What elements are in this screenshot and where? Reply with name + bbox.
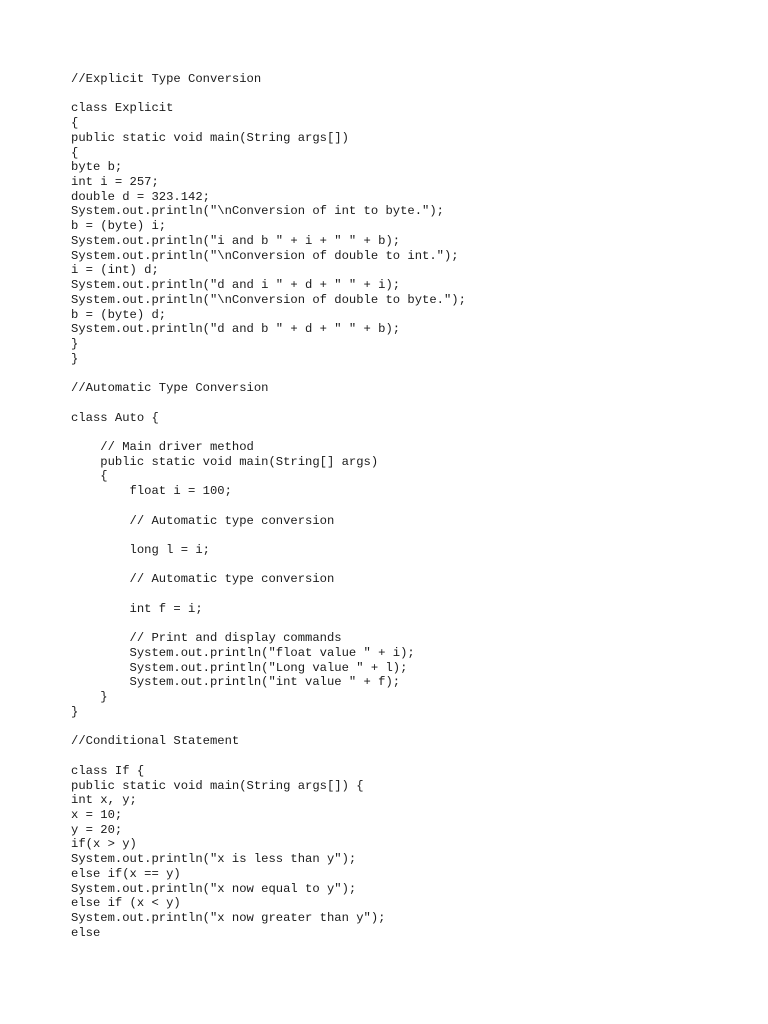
- code-line: }: [71, 336, 79, 351]
- code-line: System.out.println("x is less than y");: [71, 852, 357, 867]
- code-line: double d = 323.142;: [71, 189, 210, 204]
- code-line: [71, 87, 466, 102]
- code-line: [71, 528, 466, 543]
- code-line: }: [71, 351, 79, 366]
- code-line: public static void main(String args[]) {: [71, 778, 364, 793]
- code-line: [71, 499, 466, 514]
- code-line: i = (int) d;: [71, 263, 159, 278]
- code-line: System.out.println("d and i " + d + " " + i);: [71, 278, 401, 293]
- code-line: [71, 720, 466, 735]
- code-line: else if (x < y): [71, 896, 181, 911]
- code-line: // Print and display commands: [71, 631, 342, 646]
- code-line: else if(x == y): [71, 866, 181, 881]
- code-line: x = 10;: [71, 807, 123, 822]
- code-line: [71, 558, 466, 573]
- code-line: class Explicit: [71, 101, 174, 116]
- code-line: byte b;: [71, 160, 123, 175]
- code-line: class If {: [71, 763, 145, 778]
- code-line: int f = i;: [71, 601, 203, 616]
- code-line: b = (byte) d;: [71, 307, 167, 322]
- code-line: System.out.println("Long value " + l);: [71, 660, 408, 675]
- code-line: [71, 749, 466, 764]
- code-line: float i = 100;: [71, 484, 232, 499]
- code-line: b = (byte) i;: [71, 219, 167, 234]
- code-line: }: [71, 704, 79, 719]
- code-line: // Automatic type conversion: [71, 513, 335, 528]
- code-line: y = 20;: [71, 822, 123, 837]
- code-line: [71, 425, 466, 440]
- code-line: [71, 617, 466, 632]
- code-line: System.out.println("x now greater than y");: [71, 910, 386, 925]
- code-line: System.out.println("x now equal to y");: [71, 881, 357, 896]
- code-line: //Automatic Type Conversion: [71, 381, 269, 396]
- code-line: int x, y;: [71, 793, 137, 808]
- code-line: if(x > y): [71, 837, 137, 852]
- code-line: [71, 366, 466, 381]
- code-line: //Conditional Statement: [71, 734, 240, 749]
- code-line: public static void main(String[] args): [71, 454, 379, 469]
- code-line: System.out.println("int value " + f);: [71, 675, 401, 690]
- code-line: [71, 587, 466, 602]
- code-line: }: [71, 690, 108, 705]
- code-line: System.out.println("\nConversion of int to byte.");: [71, 204, 444, 219]
- code-line: int i = 257;: [71, 175, 159, 190]
- code-line: else: [71, 925, 101, 940]
- code-line: {: [71, 116, 79, 131]
- code-line: System.out.println("\nConversion of double to int.");: [71, 248, 459, 263]
- code-line: class Auto {: [71, 410, 159, 425]
- code-line: System.out.println("i and b " + i + " " + b);: [71, 233, 401, 248]
- code-line: {: [71, 469, 108, 484]
- code-line: public static void main(String args[]): [71, 130, 349, 145]
- code-line: // Main driver method: [71, 439, 254, 454]
- code-line: // Automatic type conversion: [71, 572, 335, 587]
- code-line: {: [71, 145, 79, 160]
- code-line: //Explicit Type Conversion: [71, 72, 262, 86]
- code-line: System.out.println("\nConversion of double to byte.");: [71, 292, 466, 307]
- code-line: [71, 396, 466, 411]
- code-line: System.out.println("float value " + i);: [71, 646, 415, 661]
- code-line: long l = i;: [71, 543, 210, 557]
- code-line: System.out.println("d and b " + d + " " + b);: [71, 322, 401, 337]
- code-listing: [71, 72, 466, 940]
